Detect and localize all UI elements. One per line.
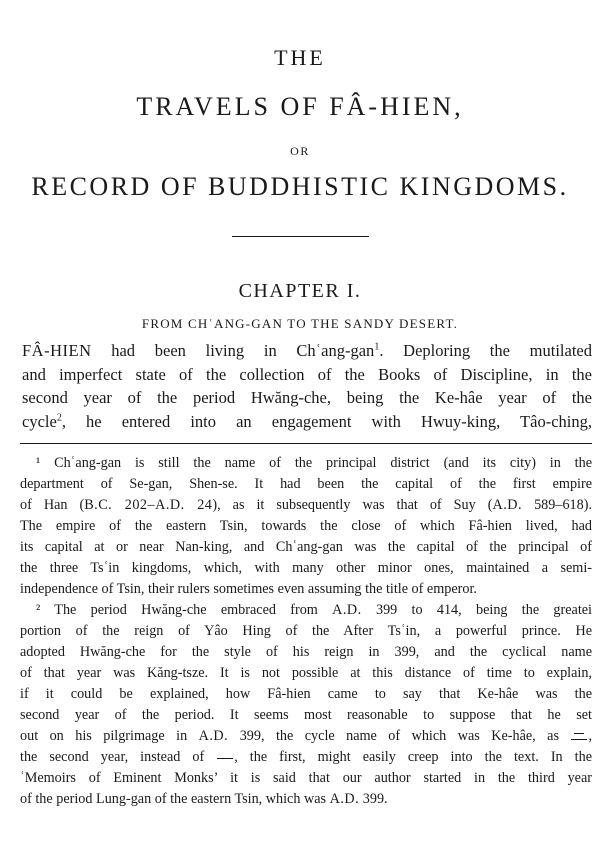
chapter-heading: CHAPTER I. <box>238 280 362 302</box>
chinese-two-character-icon <box>570 732 588 742</box>
footnote-1-line: the three Tsʿin kingdoms, which, with many other minor ones, maintained a semi- <box>20 560 592 576</box>
title-divider-rule <box>232 236 369 237</box>
footnote-2-line: second year of the period. It seems most reasonable to suppose that he set <box>20 707 592 723</box>
text-run: ² The period Hwăng-che embraced from <box>36 602 333 618</box>
footnote-2-line <box>20 726 592 747</box>
footnote-2-line <box>20 747 592 768</box>
text-run: 399 to 414, being the greatei <box>361 602 592 618</box>
footnote-ref-2: 2 <box>56 412 62 423</box>
text-run: cycle <box>22 411 57 431</box>
era-abbrev: A.D. <box>198 728 229 744</box>
footnote-1-line: independence of Tsin, their rulers sometimes even assuming the title of emperor. <box>20 581 477 597</box>
footnote-1-line: department of Se-gan, Shen-se. It had been the capital of the first empire <box>20 476 592 492</box>
chapter-subheading: FROM CHʿANG-GAN TO THE SANDY DESERT. <box>141 316 459 331</box>
main-text-line: second year of the period Hwăng-che, being the Ke-hâe year of the <box>22 388 592 407</box>
footnote-2-line: ʿMemoirs of Eminent Monks’ it is said that our author started in the third year <box>20 770 592 786</box>
footnote-separator-rule <box>20 443 592 444</box>
footnote-1-line: The empire of the eastern Tsin, towards the close of which Fâ-hien lived, had <box>20 518 592 534</box>
text-run: of Han ( <box>20 497 85 513</box>
main-text-line <box>22 339 592 363</box>
text-run: had been living in Chʿang-gan <box>91 341 375 360</box>
text-run: the second year, instead of <box>20 749 217 765</box>
main-text-line: and imperfect state of the collection of the Books of Discipline, in the <box>22 364 592 384</box>
era-abbrev: A.D. <box>492 497 523 513</box>
text-run: of the period Lung-gan of the eastern Tsin, which was <box>20 791 330 807</box>
footnote-1-line <box>20 495 592 516</box>
footnote-2-line <box>20 789 592 810</box>
footnote-2-line: adopted Hwăng-che for the style of his reign in 399, and the cyclical name <box>20 644 592 660</box>
book-title-the: THE <box>274 45 326 70</box>
text-run: ), as it subsequently was that of Suy ( <box>212 497 493 513</box>
text-run: out on his pilgrimage in <box>20 728 199 744</box>
footnote-1-line: its capital at or near Nan-king, and Chʿang-gan was the capital of the principal of <box>20 539 592 555</box>
text-run: 589–618). <box>522 497 592 513</box>
date-range: B.C. 202–A.D. 24 <box>84 497 213 513</box>
footnote-2-line: portion of the reign of Yâo Hing of the After Tsʿin, a powerful prince. He <box>20 623 592 639</box>
chinese-one-character-icon <box>216 753 234 763</box>
footnote-2-line: of that year was Kăng-tsze. It is not possible at this distance of time to explain, <box>20 665 592 681</box>
main-text-block <box>22 339 592 433</box>
text-run: , the first, might easily creep into the text. In the <box>234 749 592 765</box>
era-abbrev: A.D. <box>329 791 360 807</box>
footnote-1-line: ¹ Chʿang-gan is still the name of the principal district (and its city) in the <box>36 455 592 471</box>
footnotes-block <box>20 453 592 810</box>
text-run: , he entered into an engagement with Hwuy-king, Tâo-ching, <box>61 411 592 431</box>
main-text-line <box>22 410 592 434</box>
text-run: . Deploring the mutilated <box>379 341 592 360</box>
book-title-alternate: RECORD OF BUDDHISTIC KINGDOMS. <box>31 172 569 201</box>
era-abbrev: A.D. <box>332 602 362 618</box>
footnote-ref-1: 1 <box>374 341 380 353</box>
footnote-2-line <box>20 600 592 621</box>
author-name: FÂ-HIEN <box>22 341 92 360</box>
book-title-main: TRAVELS OF FÂ-HIEN, <box>136 92 464 121</box>
footnote-2-line: if it could be explained, how Fâ-hien came to say that Ke-hâe was the <box>20 686 592 702</box>
text-run: 399, the cycle name of which was Ke-hâe, as <box>228 728 571 744</box>
book-title-or: OR <box>290 144 310 158</box>
text-run: , <box>588 728 592 744</box>
text-run: 399. <box>359 791 388 807</box>
